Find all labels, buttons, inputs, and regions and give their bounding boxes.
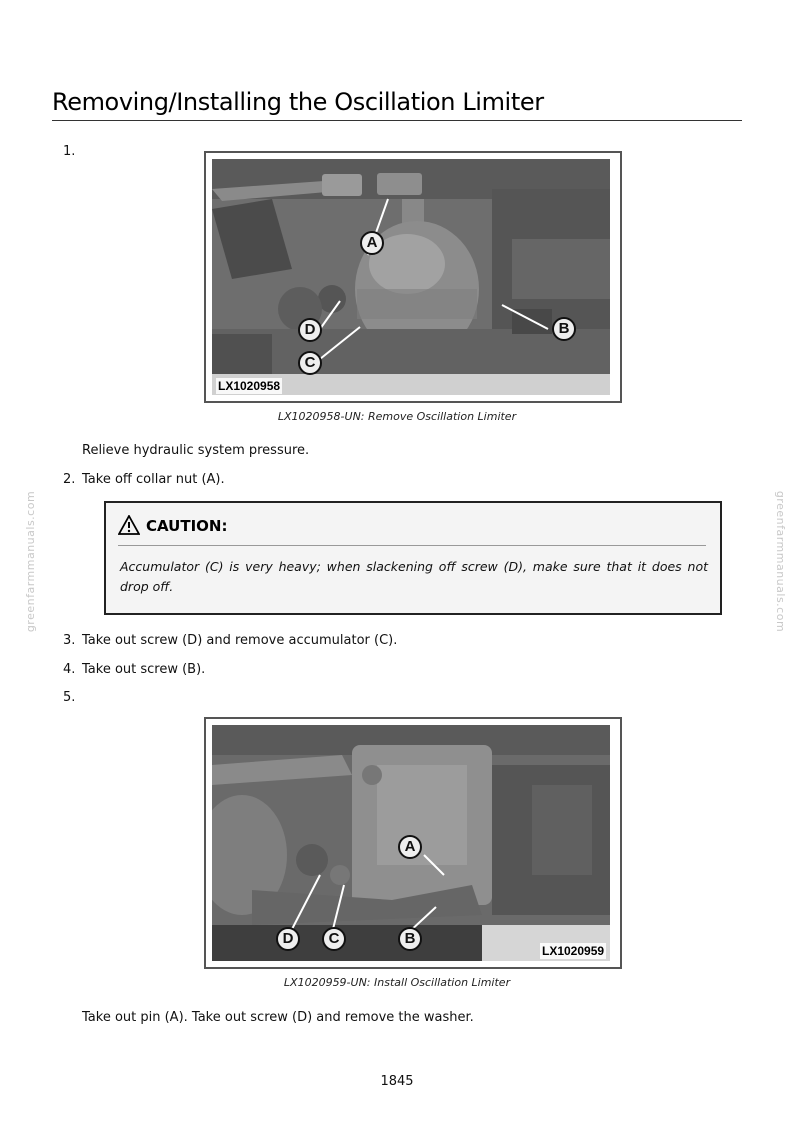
page-number: 1845 (380, 1074, 414, 1089)
figure-id-label: LX1020958 (218, 379, 281, 393)
photo-accumulator (212, 159, 610, 395)
watermark-right: greenfarmmanuals.com (774, 490, 788, 633)
callout-d: D (276, 927, 300, 951)
page-title: Removing/Installing the Oscillation Limiter (52, 88, 742, 121)
step-number: 3. (63, 633, 76, 648)
figure-install-oscillation-limiter (204, 717, 622, 969)
step-number: 5. (63, 690, 76, 705)
callout-c: C (322, 927, 346, 951)
callout-d: D (298, 318, 322, 342)
callout-a: A (360, 231, 384, 255)
callout-a: A (398, 835, 422, 859)
callout-b: B (552, 317, 576, 341)
callout-c: C (298, 351, 322, 375)
step-number: 4. (63, 662, 76, 677)
caution-heading: CAUTION: (146, 517, 228, 535)
warning-triangle-icon (118, 515, 140, 535)
callout-b: B (398, 927, 422, 951)
figure-id-label: LX1020959 (542, 944, 605, 958)
step-number: 2. (63, 472, 76, 487)
step-text: Take off collar nut (A). (82, 472, 225, 487)
step-text: Take out pin (A). Take out screw (D) and remove the washer. (82, 1010, 474, 1025)
figure-remove-oscillation-limiter (204, 151, 622, 403)
caution-text: Accumulator (C) is very heavy; when slackening off screw (D), make sure that it does not drop off. (120, 559, 708, 594)
step-number: 1. (63, 144, 76, 159)
figure-caption: LX1020958-UN: Remove Oscillation Limiter (277, 410, 517, 423)
caution-header (118, 515, 706, 546)
figure-caption: LX1020959-UN: Install Oscillation Limiter (283, 976, 511, 989)
watermark-left: greenfarmmanuals.com (24, 490, 38, 633)
step-text: Take out screw (D) and remove accumulator (C). (82, 633, 398, 648)
caution-box (104, 501, 722, 615)
step-text: Take out screw (B). (82, 662, 206, 677)
step-text: Relieve hydraulic system pressure. (82, 443, 310, 458)
